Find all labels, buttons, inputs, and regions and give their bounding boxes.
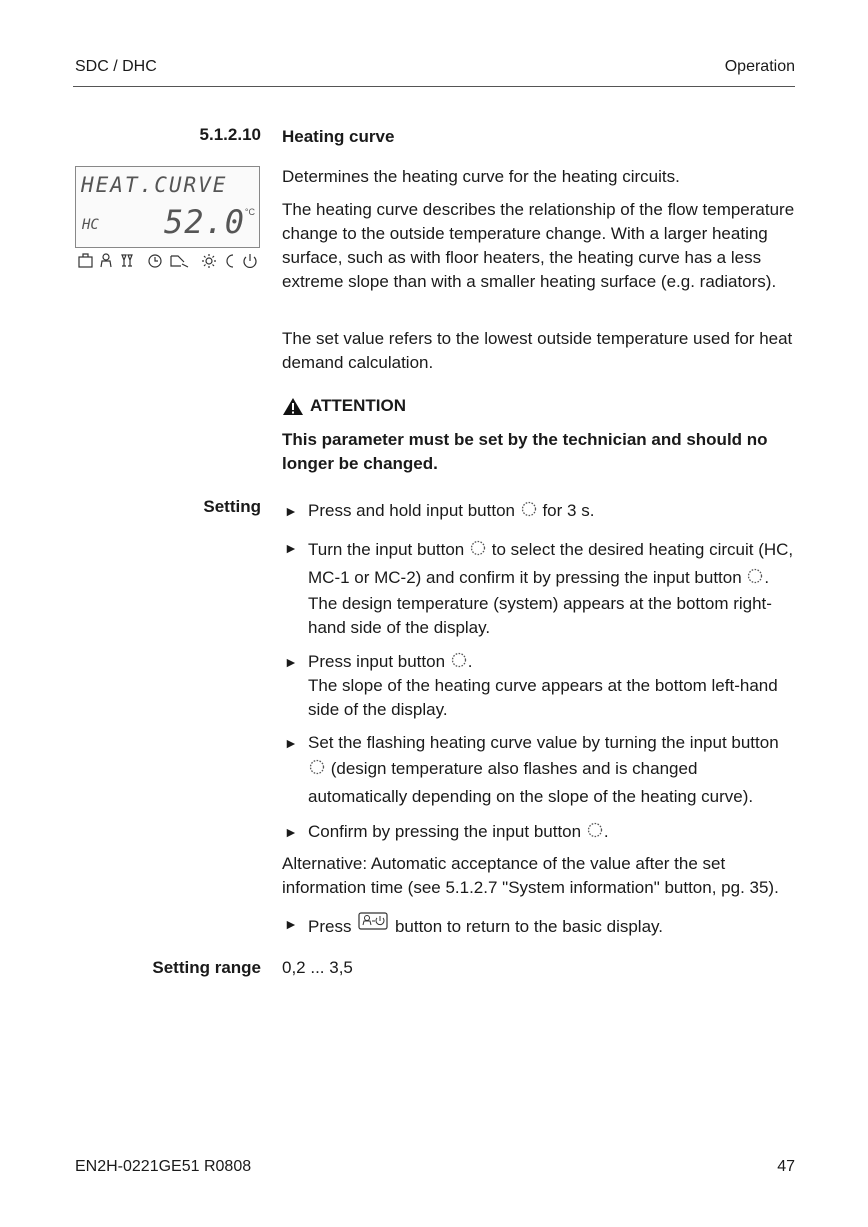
attention-title: ATTENTION bbox=[310, 396, 407, 415]
footer-left: EN2H-0221GE51 R0808 bbox=[75, 1158, 252, 1175]
bullet-arrow-icon: ► bbox=[284, 735, 298, 751]
step-6-text-b: button to return to the basic display. bbox=[394, 917, 664, 936]
bullet-arrow-icon: ► bbox=[284, 916, 298, 932]
step-4-text-b: (design temperature also flashes and is changed automatically depending on the slope of the heating curve). bbox=[308, 759, 754, 806]
return-button-icon bbox=[358, 912, 388, 930]
header-left: SDC / DHC bbox=[75, 58, 157, 75]
step-2 bbox=[282, 536, 800, 640]
section-title: Heating curve bbox=[282, 127, 395, 146]
lcd-top-text: HEAT.CURVE bbox=[81, 173, 228, 197]
lcd-unit: °C bbox=[244, 207, 255, 217]
input-button-icon bbox=[747, 568, 763, 584]
clock-icon bbox=[149, 255, 161, 267]
step-5-text-b: . bbox=[603, 822, 609, 841]
step-2-text-a: Turn the input button bbox=[308, 540, 465, 559]
set-value-paragraph: The set value refers to the lowest outside temperature used for heat demand calculation. bbox=[282, 329, 793, 372]
step-1-text-a: Press and hold input button bbox=[308, 501, 515, 520]
sun-icon bbox=[202, 254, 216, 268]
step-1-text-b: for 3 s. bbox=[542, 501, 595, 520]
shower-icon bbox=[171, 256, 188, 267]
step-4 bbox=[282, 731, 800, 811]
bullet-arrow-icon: ► bbox=[284, 540, 298, 556]
bullet-arrow-icon: ► bbox=[284, 654, 298, 670]
lcd-circuit-text: HC bbox=[82, 217, 99, 233]
step-2-text-b: to select the desired heating circuit (HC, MC-1 or MC-2) and confirm it by pressing the input button bbox=[308, 540, 794, 587]
input-button-icon bbox=[451, 652, 467, 668]
step-2-text-c: . bbox=[764, 568, 770, 587]
step-3-text-a: Press input button bbox=[308, 652, 446, 671]
moon-icon bbox=[227, 255, 233, 267]
attention-heading bbox=[282, 394, 800, 418]
step-2-text-d: The design temperature (system) appears at the bottom right-hand side of the display. bbox=[308, 594, 772, 637]
glasses-icon bbox=[122, 255, 132, 266]
setting-range-value: 0,2 ... 3,5 bbox=[282, 958, 353, 977]
header-right: Operation bbox=[724, 58, 795, 75]
input-button-icon bbox=[521, 501, 537, 517]
footer-page-number: 47 bbox=[777, 1158, 795, 1175]
header-rule bbox=[73, 86, 795, 87]
step-6 bbox=[282, 912, 800, 939]
display-icon-row bbox=[78, 252, 261, 268]
step-6-text-a: Press bbox=[308, 917, 352, 936]
step-1 bbox=[282, 499, 800, 523]
step-3-text-b: . bbox=[467, 652, 473, 671]
intro-paragraph: Determines the heating curve for the heating circuits. bbox=[282, 167, 680, 186]
warning-icon bbox=[282, 397, 304, 416]
section-number: 5.1.2.10 bbox=[199, 125, 261, 144]
bullet-arrow-icon: ► bbox=[284, 824, 298, 840]
input-button-icon bbox=[470, 540, 486, 556]
step-5 bbox=[282, 820, 800, 844]
setting-range-label: Setting range bbox=[152, 958, 261, 977]
setting-label: Setting bbox=[203, 497, 261, 516]
power-icon bbox=[244, 254, 256, 267]
lcd-value: 52.0 bbox=[163, 203, 245, 241]
attention-text: This parameter must be set by the technician and should no longer be changed. bbox=[282, 430, 768, 473]
step-4-text-a: Set the flashing heating curve value by turning the input button bbox=[308, 733, 779, 752]
step-5-text-a: Confirm by pressing the input button bbox=[308, 822, 582, 841]
lcd-display bbox=[75, 166, 260, 248]
suitcase-icon bbox=[79, 254, 92, 267]
input-button-icon bbox=[587, 822, 603, 838]
description-paragraph: The heating curve describes the relationship of the flow temperature change to the outside temperature change. With a larger heating surface, such as with floor heaters, the heating curve has a less extreme slope than with a smaller heating surface (e.g. radiators). bbox=[282, 200, 795, 291]
alternative-paragraph: Alternative: Automatic acceptance of the value after the set information time (see 5.1.2.7 "System information" button, pg. 35). bbox=[282, 854, 779, 897]
step-3-text-c: The slope of the heating curve appears at the bottom left-hand side of the display. bbox=[308, 676, 778, 719]
input-button-icon bbox=[309, 759, 325, 775]
person-icon bbox=[101, 254, 111, 267]
bullet-arrow-icon: ► bbox=[284, 503, 298, 519]
step-3 bbox=[282, 650, 800, 722]
